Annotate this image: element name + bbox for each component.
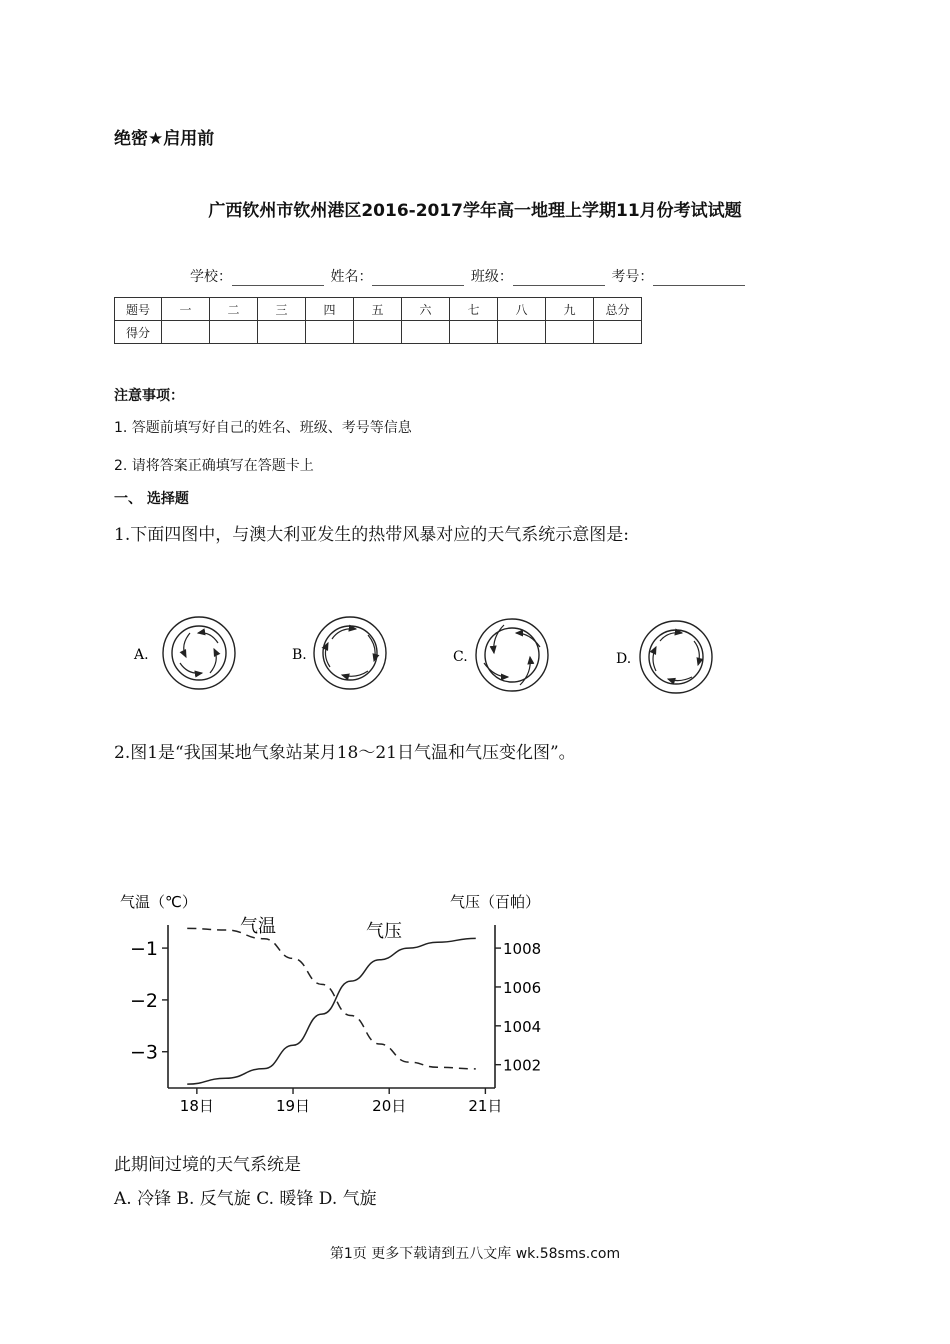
notes-heading: 注意事项： bbox=[114, 388, 184, 404]
x-tick-label: 19日 bbox=[275, 1097, 311, 1115]
right-tick-label: 1002 bbox=[503, 1056, 542, 1075]
table-header-cell: 三 bbox=[258, 298, 306, 321]
temperature-series-line bbox=[187, 928, 476, 1068]
section-heading: 一、 选择题 bbox=[114, 491, 189, 507]
school-label: 学校： bbox=[190, 269, 232, 285]
option-c-label: C. bbox=[453, 649, 468, 665]
left-tick-label: −3 bbox=[129, 1041, 158, 1064]
score-cell[interactable] bbox=[210, 321, 258, 344]
score-cell[interactable] bbox=[450, 321, 498, 344]
class-label: 班级： bbox=[470, 269, 513, 285]
class-blank[interactable] bbox=[513, 271, 605, 286]
score-cell[interactable] bbox=[258, 321, 306, 344]
page-footer: 第1页 更多下载请到五八文库 wk.58sms.com bbox=[329, 1246, 621, 1262]
right-tick-label: 1004 bbox=[503, 1017, 542, 1036]
question-2-options: A. 冷锋 B. 反气旋 C. 暖锋 D. 气旋 bbox=[114, 1189, 377, 1209]
exam-title: 广西钦州市钦州港区2016-2017学年高一地理上学期11月份考试试题 bbox=[208, 201, 742, 221]
right-axis-title: 气压（百帕） bbox=[450, 893, 541, 911]
score-cell[interactable] bbox=[498, 321, 546, 344]
temperature-annotation: 气温 bbox=[240, 916, 276, 937]
x-tick-label: 18日 bbox=[179, 1097, 214, 1115]
temp-pressure-chart bbox=[110, 885, 560, 1125]
score-cell[interactable] bbox=[354, 321, 402, 344]
option-b-diagram bbox=[292, 617, 386, 689]
chart-tick-labels bbox=[130, 916, 541, 1115]
question-2-stem: 此期间过境的天气系统是 bbox=[114, 1155, 301, 1175]
chart-series bbox=[187, 928, 476, 1084]
x-tick-label: 20日 bbox=[372, 1097, 407, 1115]
school-blank[interactable] bbox=[232, 271, 324, 286]
right-tick-label: 1008 bbox=[503, 940, 542, 959]
score-cell[interactable] bbox=[546, 321, 594, 344]
option-b-label: B. bbox=[292, 647, 307, 663]
note-item: 1. 答题前填写好自己的姓名、班级、考号等信息 bbox=[114, 420, 412, 436]
q1-diagrams bbox=[120, 605, 740, 705]
table-row bbox=[115, 321, 642, 344]
option-a-label: A. bbox=[134, 647, 149, 663]
option-c-diagram bbox=[453, 619, 548, 691]
table-header-cell: 六 bbox=[402, 298, 450, 321]
exam-no-blank[interactable] bbox=[653, 271, 745, 286]
table-header-cell: 九 bbox=[546, 298, 594, 321]
table-row bbox=[115, 298, 642, 321]
score-table bbox=[114, 297, 642, 344]
score-cell[interactable] bbox=[162, 321, 210, 344]
pressure-series-line bbox=[187, 938, 476, 1084]
x-tick-label: 21日 bbox=[468, 1097, 503, 1115]
confidential-mark: 绝密★启用前 bbox=[114, 129, 215, 149]
option-a-diagram bbox=[133, 617, 235, 689]
table-header-cell: 五 bbox=[354, 298, 402, 321]
question-2-text: 2.图1是“我国某地气象站某月18～21日气温和气压变化图”。 bbox=[114, 743, 576, 763]
name-blank[interactable] bbox=[372, 271, 464, 286]
table-header-cell: 总分 bbox=[594, 298, 642, 321]
left-axis-title: 气温（℃） bbox=[120, 893, 197, 911]
score-cell[interactable] bbox=[306, 321, 354, 344]
left-tick-label: −1 bbox=[129, 938, 158, 961]
table-header-cell: 四 bbox=[306, 298, 354, 321]
pressure-annotation: 气压 bbox=[366, 921, 402, 942]
note-item: 2. 请将答案正确填写在答题卡上 bbox=[114, 458, 314, 474]
left-tick-label: −2 bbox=[129, 989, 158, 1012]
exam-no-label: 考号： bbox=[611, 269, 654, 285]
table-header-cell: 八 bbox=[498, 298, 546, 321]
table-header-cell: 七 bbox=[450, 298, 498, 321]
student-info-row bbox=[190, 266, 747, 286]
right-tick-label: 1006 bbox=[503, 978, 542, 997]
table-header-cell: 一 bbox=[162, 298, 210, 321]
question-1-text: 1.下面四图中，与澳大利亚发生的热带风暴对应的天气系统示意图是: bbox=[114, 525, 629, 545]
score-cell[interactable] bbox=[594, 321, 642, 344]
option-d-diagram bbox=[616, 621, 712, 693]
name-label: 姓名： bbox=[330, 269, 373, 285]
row-label-score: 得分 bbox=[115, 321, 162, 344]
chart-axes bbox=[162, 925, 501, 1094]
row-label-question: 题号 bbox=[115, 298, 162, 321]
table-header-cell: 二 bbox=[210, 298, 258, 321]
option-d-label: D. bbox=[616, 651, 632, 667]
score-cell[interactable] bbox=[402, 321, 450, 344]
